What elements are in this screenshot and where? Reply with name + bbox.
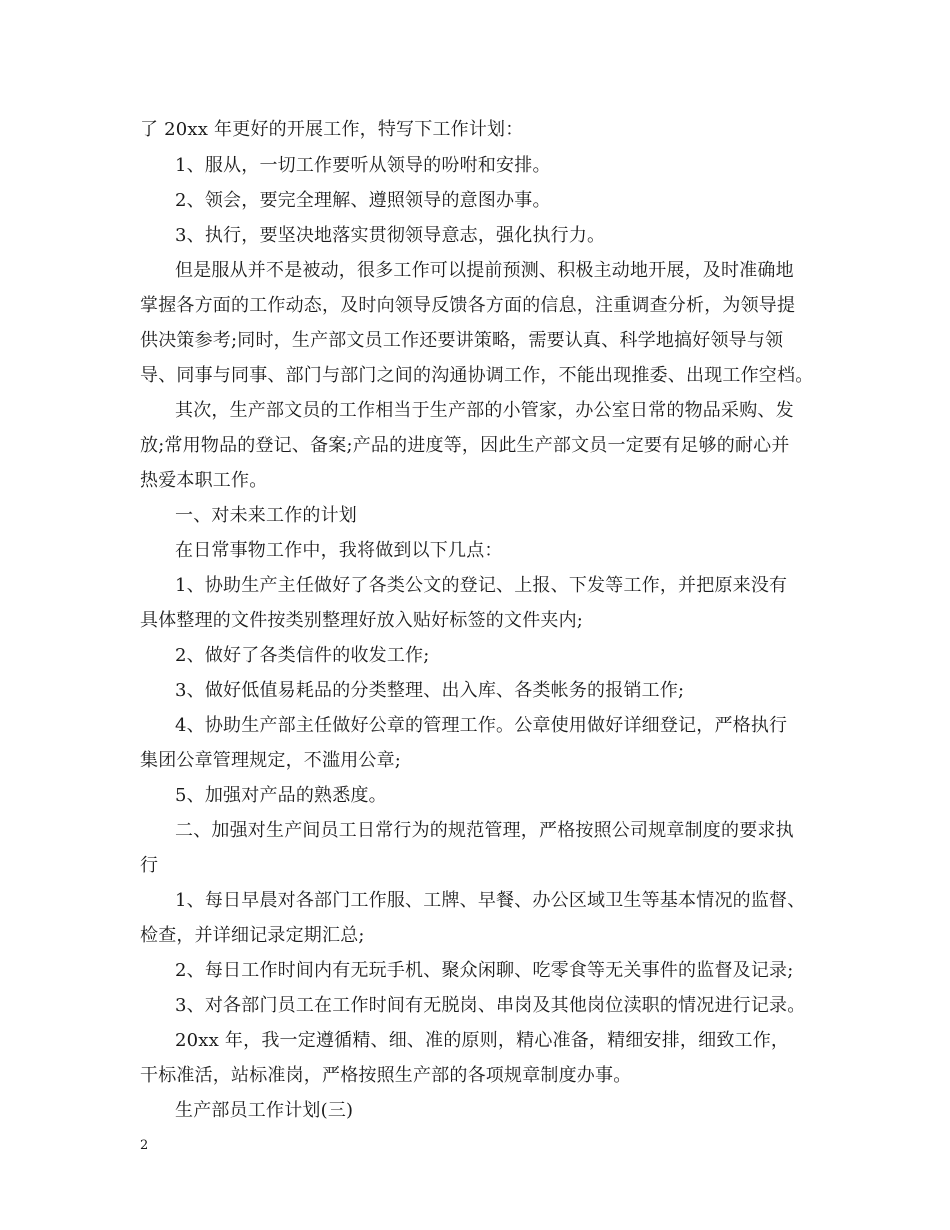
page-number: 2	[140, 1138, 149, 1153]
text-line: 但是服从并不是被动，很多工作可以提前预测、积极主动地开展，及时准确地	[175, 260, 794, 281]
text-line: 在日常事物工作中，我将做到以下几点：	[175, 540, 503, 561]
text-line: 2、领会，要完全理解、遵照领导的意图办事。	[175, 190, 551, 211]
text-line: 行	[140, 855, 159, 876]
section-heading: 生产部员工作计划(三)	[175, 1100, 354, 1121]
text-line: 集团公章管理规定，不滥用公章;	[140, 750, 402, 771]
text-line: 了 20xx 年更好的开展工作，特写下工作计划：	[140, 119, 524, 140]
text-line: 5、加强对产品的熟悉度。	[175, 785, 387, 806]
text-line: 4、协助生产部主任做好公章的管理工作。公章使用做好详细登记，严格执行	[175, 715, 788, 736]
text-line: 供决策参考;同时，生产部文员工作还要讲策略，需要认真、科学地搞好领导与领	[140, 330, 784, 351]
section-heading: 二、加强对生产间员工日常行为的规范管理，严格按照公司规章制度的要求执	[175, 820, 794, 841]
text-line: 检查，并详细记录定期汇总;	[140, 925, 365, 946]
text-line: 其次，生产部文员的工作相当于生产部的小管家，办公室日常的物品采购、发	[175, 400, 794, 421]
text-line: 导、同事与同事、部门与部门之间的沟通协调工作，不能出现推委、出现工作空档。	[140, 365, 814, 386]
text-line: 1、服从，一切工作要听从领导的吩咐和安排。	[175, 155, 551, 176]
text-line: 3、做好低值易耗品的分类整理、出入库、各类帐务的报销工作;	[175, 680, 685, 701]
text-line: 20xx 年，我一定遵循精、细、准的原则，精心准备，精细安排，细致工作，	[175, 1030, 790, 1051]
text-line: 2、做好了各类信件的收发工作;	[175, 645, 430, 666]
text-line: 3、对各部门员工在工作时间有无脱岗、串岗及其他岗位渎职的情况进行记录。	[175, 995, 806, 1016]
text-line: 干标准活，站标准岗，严格按照生产部的各项规章制度办事。	[140, 1065, 632, 1086]
text-line: 掌握各方面的工作动态，及时向领导反馈各方面的信息，注重调查分析，为领导提	[140, 295, 796, 316]
text-line: 2、每日工作时间内有无玩手机、聚众闲聊、吃零食等无关事件的监督及记录;	[175, 960, 794, 981]
section-heading: 一、对未来工作的计划	[175, 505, 357, 526]
text-line: 热爱本职工作。	[140, 470, 268, 491]
text-line: 1、每日早晨对各部门工作服、工牌、早餐、办公区域卫生等基本情况的监督、	[175, 890, 806, 911]
text-line: 1、协助生产主任做好了各类公文的登记、上报、下发等工作，并把原来没有	[175, 575, 788, 596]
text-line: 3、执行，要坚决地落实贯彻领导意志，强化执行力。	[175, 225, 606, 246]
text-line: 具体整理的文件按类别整理好放入贴好标签的文件夹内;	[140, 610, 584, 631]
text-line: 放;常用物品的登记、备案;产品的进度等，因此生产部文员一定要有足够的耐心并	[140, 435, 790, 456]
